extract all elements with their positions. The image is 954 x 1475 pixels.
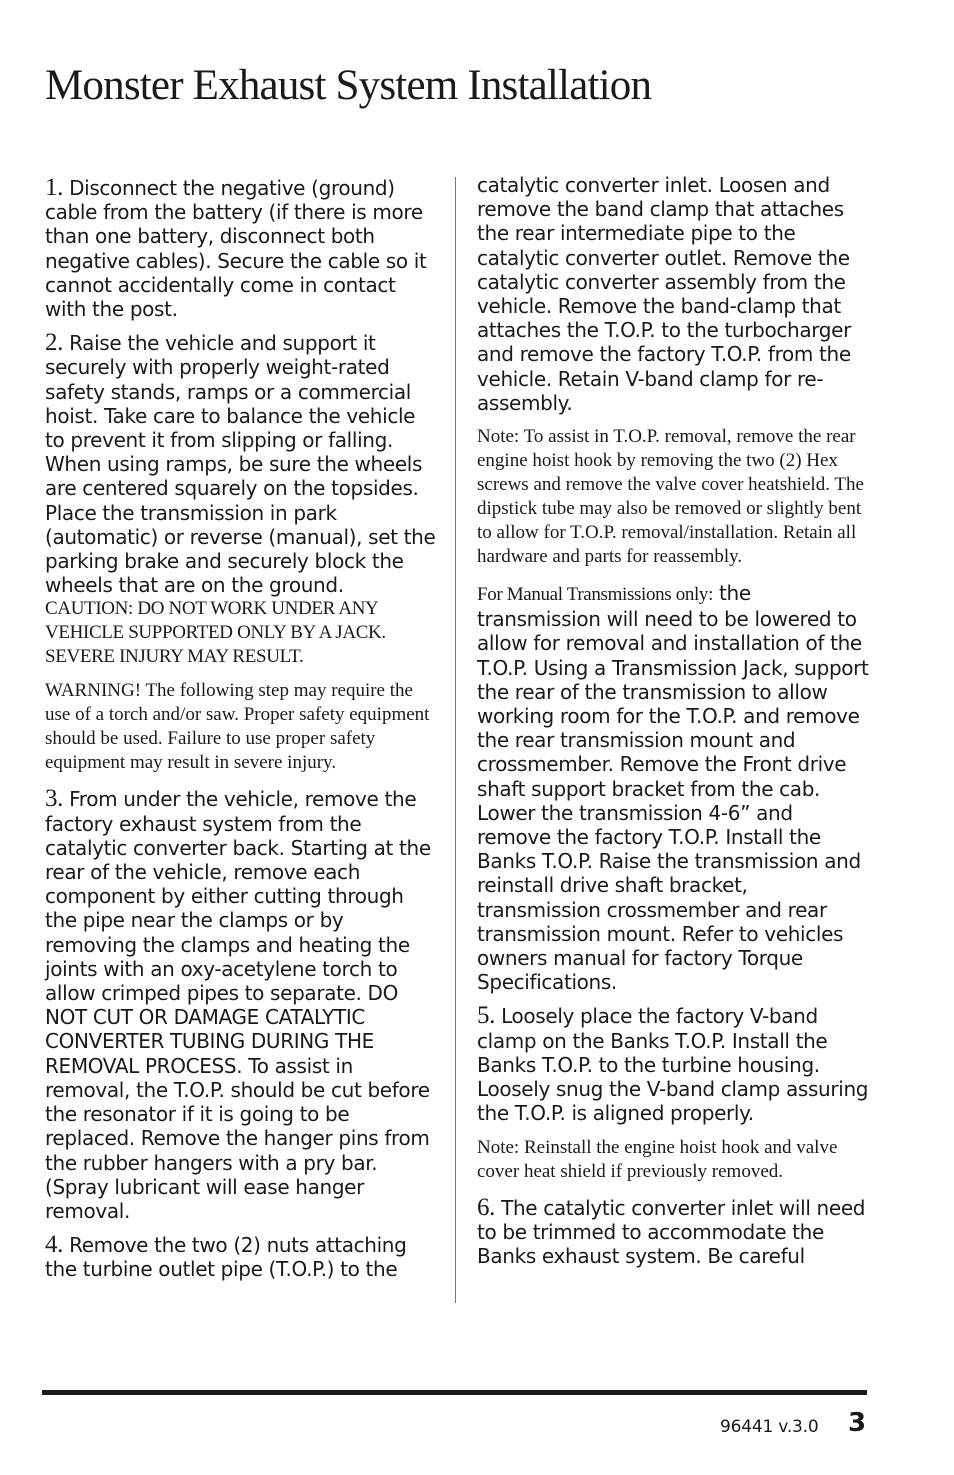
- step-number: 2.: [45, 329, 64, 357]
- manual-text: the transmission will need to be lowered to allow for removal and installation of the T.O.P. Using a Transmission Jack, support the rear of the transmission to allow working room for the T.O.P. and remove the rear transmission mount and crossmember. Remove the Front drive shaft support bracket from the cab. Lower the transmission 4-6” and remove the factory T.O.P. Install the Banks T.O.P. Raise the transmission and reinstall drive shaft bracket, transmission crossmember and rear transmission mount. Refer to vehicles owners manual for factory Torque Specifications.: [477, 581, 869, 995]
- left-column: [45, 176, 437, 1292]
- page-title: Monster Exhaust System Installation: [45, 62, 652, 109]
- step-text: Remove the two (2) nuts attaching the turbine outlet pipe (T.O.P.) to the: [45, 1233, 407, 1282]
- step-2: [45, 331, 437, 669]
- step-number: 3.: [45, 785, 64, 813]
- step-1: [45, 176, 437, 321]
- step-3: [45, 787, 437, 1223]
- step-text: The catalytic converter inlet will need to be trimmed to accommodate the Banks exhaust system. Be careful: [477, 1195, 866, 1268]
- step-number: 4.: [45, 1231, 64, 1259]
- step-number: 1.: [45, 174, 64, 201]
- step-number: 6.: [477, 1193, 496, 1221]
- step-text: Raise the vehicle and support it securely with properly weight-rated safety stands, ramps or a commercial hoist. Take care to balance the vehicle to prevent it from slipping or falling. When using ramps, be sure the wheels are centered squarely on the topsides. Place the transmission in park (automatic) or reverse (manual), set the parking brake and securely block the wheels that are on the ground.: [45, 331, 436, 598]
- caution-text: CAUTION: DO NOT WORK UNDER ANY VEHICLE SUPPORTED ONLY BY A JACK. SEVERE INJURY MAY RESULT.: [45, 598, 386, 668]
- step-number: 5.: [477, 1002, 496, 1030]
- manual-transmission-note: [477, 581, 869, 994]
- note-reinstall: Note: Reinstall the engine hoist hook and valve cover heat shield if previously removed.: [477, 1136, 838, 1182]
- step-6: [477, 1193, 869, 1269]
- note-top-removal: Note: To assist in T.O.P. removal, remove the rear engine hoist hook by removing the two (2) Hex screws and remove the valve cover heatshield. The dipstick tube may also be removed or slightly bent to allow for T.O.P. removal/installation. Retain all hardware and parts for reassembly.: [477, 426, 864, 568]
- column-divider: [455, 177, 456, 1303]
- footer-rule: [42, 1390, 867, 1395]
- step-5: [477, 1004, 869, 1125]
- step-4: [45, 1233, 437, 1281]
- warning-text: WARNING! The following step may require the use of a torch and/or saw. Proper safety equipment should be used. Failure to use proper safety equipment may result in severe injury.: [45, 680, 430, 774]
- page-number: 3: [848, 1408, 867, 1438]
- document-number: 96441 v.3.0: [720, 1417, 819, 1437]
- step-4-continued: catalytic converter inlet. Loosen and remove the band clamp that attaches the rear intermediate pipe to the catalytic converter outlet. Remove the catalytic converter assembly from the vehicle. Remove the band-clamp that attaches the T.O.P. to the turbocharger and remove the factory T.O.P. from the vehicle. Retain V-band clamp for re-assembly.: [477, 173, 851, 415]
- step-text: Disconnect the negative (ground) cable from the battery (if there is more than one battery, disconnect both negative cables). Secure the cable so it cannot accidentally come in contact with the post.: [45, 176, 427, 322]
- step-text: Loosely place the factory V-band clamp on the Banks T.O.P. Install the Banks T.O.P. to the turbine housing. Loosely snug the V-band clamp assuring the T.O.P. is aligned properly.: [477, 1004, 869, 1126]
- manual-lead: For Manual Transmissions only:: [477, 584, 714, 606]
- step-text: From under the vehicle, remove the factory exhaust system from the catalytic converter back. Starting at the rear of the vehicle, remove each component by either cutting through the pipe near the clamps or by removing the clamps and heating the joints with an oxy-acetylene torch to allow crimped pipes to separate. DO NOT CUT OR DAMAGE CATALYTIC CONVERTER TUBING DURING THE REMOVAL PROCESS. To assist in removal, the T.O.P. should be cut before the resonator if it is going to be replaced. Remove the hanger pins from the rubber hangers with a pry bar. (Spray lubricant will ease hanger removal.: [45, 787, 431, 1223]
- right-column: [477, 173, 869, 1278]
